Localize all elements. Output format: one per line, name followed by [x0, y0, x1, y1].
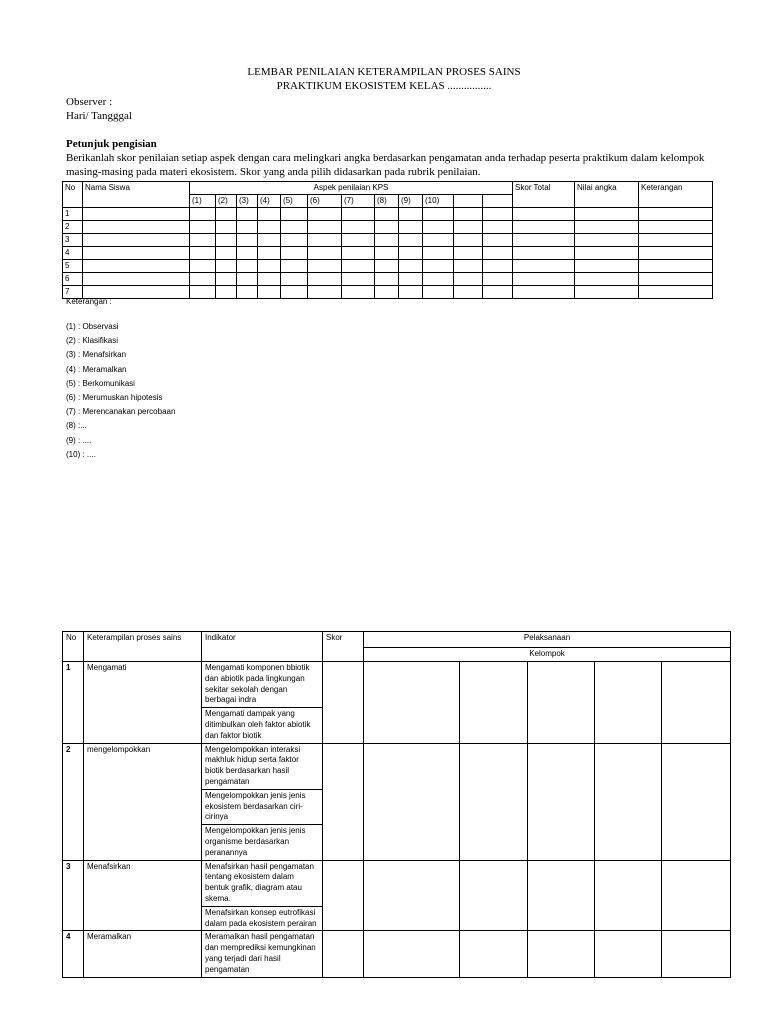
legend-item — [66, 391, 175, 405]
table-cell — [216, 247, 237, 260]
header-no: No — [63, 632, 84, 662]
table-cell — [575, 234, 639, 247]
indicator-text: Mengamati dampak yang ditimbulkan oleh faktor abiotik dan faktor biotik — [202, 708, 323, 743]
indicator-table — [62, 631, 731, 978]
table-cell — [423, 234, 454, 247]
table-cell — [375, 234, 399, 247]
table-cell — [483, 273, 513, 286]
table-cell — [216, 286, 237, 299]
table-cell — [423, 247, 454, 260]
table-cell — [454, 247, 483, 260]
table-cell — [342, 221, 375, 234]
header-score: Skor — [323, 632, 364, 662]
table-cell — [513, 221, 575, 234]
table-cell — [216, 221, 237, 234]
table-cell — [281, 247, 308, 260]
legend-text: : Menafsirkan — [78, 350, 127, 360]
group-cell — [364, 662, 460, 744]
legend-number: (7) — [66, 407, 76, 417]
table-cell — [375, 221, 399, 234]
table-cell — [639, 208, 713, 221]
indicator-text: Menafsirkan hasil pengamatan tentang ekosistem dalam bentuk grafik, diagram atau skema. — [202, 860, 323, 906]
aspect-column-header — [454, 195, 483, 208]
table-cell — [258, 234, 281, 247]
aspect-column-header: (7) — [342, 195, 375, 208]
skill-number: 4 — [63, 931, 84, 977]
date-label: Hari/ Tangggal — [66, 110, 132, 122]
table-cell — [454, 221, 483, 234]
legend-number: (4) — [66, 364, 76, 374]
legend-text: : Observasi — [78, 322, 119, 331]
table-cell — [216, 273, 237, 286]
group-cell — [460, 931, 528, 977]
group-cell — [662, 931, 731, 977]
header-skill: Keterampilan proses sains — [84, 632, 202, 662]
table-cell — [575, 221, 639, 234]
table-row — [63, 273, 713, 286]
table-row — [63, 260, 713, 273]
table-cell — [308, 221, 342, 234]
table-row — [63, 234, 713, 247]
table-cell — [423, 260, 454, 273]
table-cell — [237, 234, 258, 247]
table-cell — [237, 273, 258, 286]
legend-text: : Klasifikasi — [78, 336, 119, 346]
table-cell — [216, 208, 237, 221]
table-cell — [423, 208, 454, 221]
table-cell — [399, 247, 423, 260]
row-number: 3 — [63, 234, 83, 247]
table-cell — [575, 286, 639, 299]
group-cell — [528, 931, 595, 977]
table-header-row — [63, 182, 713, 195]
table-cell — [639, 234, 713, 247]
table-cell — [513, 234, 575, 247]
table-cell — [483, 286, 513, 299]
group-cell — [528, 743, 595, 860]
table-cell — [83, 260, 190, 273]
table-cell — [308, 260, 342, 273]
legend-number: (9) — [66, 435, 76, 445]
aspect-column-header: (4) — [258, 195, 281, 208]
table-cell — [399, 208, 423, 221]
group-cell — [460, 860, 528, 931]
table-cell — [258, 260, 281, 273]
table-cell — [575, 273, 639, 286]
table-cell — [83, 221, 190, 234]
legend-item — [66, 348, 175, 362]
table-cell — [216, 260, 237, 273]
skill-number: 2 — [63, 743, 84, 860]
indicator-text: Mengelompokkan interaksi makhluk hidup serta faktor biotik berdasarkan hasil pengamatan — [202, 743, 323, 789]
table-cell — [483, 221, 513, 234]
table-cell — [375, 208, 399, 221]
table-cell — [237, 286, 258, 299]
legend-item — [66, 334, 175, 348]
skill-number: 3 — [63, 860, 84, 931]
table-cell — [454, 234, 483, 247]
table-row — [63, 662, 731, 708]
skill-name: mengelompokkan — [84, 743, 202, 860]
table-cell — [83, 247, 190, 260]
table-cell — [258, 247, 281, 260]
table-cell — [483, 247, 513, 260]
table-cell — [237, 247, 258, 260]
table-cell — [258, 221, 281, 234]
header-no: No — [63, 182, 83, 208]
header-aspects: Aspek penilaian KPS — [190, 182, 513, 195]
table-cell — [483, 234, 513, 247]
table-cell — [308, 208, 342, 221]
table-row — [63, 221, 713, 234]
legend-number: (10) — [66, 449, 81, 459]
legend-number: (3) — [66, 350, 76, 360]
legend-item — [66, 434, 175, 448]
table-cell — [375, 286, 399, 299]
legend-item — [66, 363, 175, 377]
document-subtitle: PRAKTIKUM EKOSISTEM KELAS ................ — [276, 80, 492, 92]
legend-text: : .... — [82, 449, 96, 459]
table-cell — [308, 234, 342, 247]
table-row — [63, 286, 713, 299]
skill-name: Meramalkan — [84, 931, 202, 977]
legend-heading: Keterangan : — [66, 297, 112, 306]
table-cell — [342, 260, 375, 273]
table-cell — [639, 273, 713, 286]
table-cell — [190, 273, 216, 286]
table-cell — [639, 260, 713, 273]
table-cell — [258, 208, 281, 221]
header-student-name: Nama Siswa — [83, 182, 190, 208]
indicator-text: Mengelompokkan jenis jenis organisme berdasarkan peranannya — [202, 825, 323, 860]
table-cell — [639, 247, 713, 260]
instructions-text: Berikanlah skor penilaian setiap aspek dengan cara melingkari angka berdasarkan pengamatan anda terhadap peserta praktikum dalam kelompok masing-masing pada materi ekosistem. Skor yang anda pilih didasarkan pada rubrik penilaian. — [66, 152, 705, 178]
assessment-table — [62, 181, 713, 299]
skill-number: 1 — [63, 662, 84, 744]
aspect-column-header: (10) — [423, 195, 454, 208]
table-cell — [399, 273, 423, 286]
row-number: 6 — [63, 273, 83, 286]
table-cell — [281, 286, 308, 299]
table-row — [63, 743, 731, 789]
table-cell — [237, 221, 258, 234]
group-cell — [662, 743, 731, 860]
table-cell — [375, 273, 399, 286]
table-cell — [281, 260, 308, 273]
legend-list — [66, 320, 175, 462]
table-cell — [342, 273, 375, 286]
table-cell — [308, 273, 342, 286]
table-cell — [83, 273, 190, 286]
group-cell — [460, 662, 528, 744]
table-row — [63, 860, 731, 906]
table-cell — [513, 208, 575, 221]
table-cell — [190, 247, 216, 260]
indicator-text: Meramalkan hasil pengamatan dan memprediksi kemungkinan yang terjadi dari hasil pengamatan — [202, 931, 323, 977]
legend-text: : Meramalkan — [78, 364, 127, 374]
table-cell — [190, 260, 216, 273]
table-cell — [190, 221, 216, 234]
group-cell — [595, 662, 662, 744]
aspect-column-header: (6) — [308, 195, 342, 208]
row-number: 4 — [63, 247, 83, 260]
table-cell — [399, 221, 423, 234]
score-cell — [323, 662, 364, 744]
table-cell — [575, 260, 639, 273]
row-number: 5 — [63, 260, 83, 273]
table-cell — [342, 286, 375, 299]
row-number: 1 — [63, 208, 83, 221]
table-cell — [513, 247, 575, 260]
table-cell — [83, 234, 190, 247]
score-cell — [323, 931, 364, 977]
legend-number: (6) — [66, 393, 76, 403]
group-cell — [364, 860, 460, 931]
table-cell — [575, 247, 639, 260]
skill-name: Menafsirkan — [84, 860, 202, 931]
table-cell — [237, 260, 258, 273]
legend-item — [66, 320, 175, 334]
table-cell — [342, 247, 375, 260]
skill-name: Mengamati — [84, 662, 202, 744]
group-cell — [662, 662, 731, 744]
aspect-column-header: (9) — [399, 195, 423, 208]
table-cell — [308, 247, 342, 260]
table-cell — [190, 208, 216, 221]
table-row — [63, 247, 713, 260]
table-cell — [483, 260, 513, 273]
table-cell — [575, 208, 639, 221]
table-cell — [375, 247, 399, 260]
table-cell — [399, 234, 423, 247]
table-cell — [454, 208, 483, 221]
legend-text: :... — [78, 421, 87, 431]
header-group: Kelompok — [364, 648, 731, 662]
group-cell — [364, 931, 460, 977]
table-cell — [308, 286, 342, 299]
header-implementation: Pelaksanaan — [364, 632, 731, 648]
table-cell — [399, 286, 423, 299]
group-cell — [364, 743, 460, 860]
table-cell — [216, 234, 237, 247]
instructions-heading: Petunjuk pengisian — [66, 138, 157, 150]
table-cell — [281, 208, 308, 221]
indicator-text: Mengelompokkan jenis jenis ekosistem berdasarkan ciri-cirinya — [202, 789, 323, 824]
table-cell — [454, 260, 483, 273]
legend-item — [66, 448, 175, 462]
legend-text: : Merumuskan hipotesis — [78, 393, 163, 403]
table-cell — [483, 208, 513, 221]
table-cell — [423, 221, 454, 234]
group-cell — [595, 860, 662, 931]
table-cell — [281, 273, 308, 286]
group-cell — [528, 662, 595, 744]
table-cell — [342, 208, 375, 221]
legend-text: : Merencanakan percobaan — [78, 407, 176, 417]
table-cell — [190, 234, 216, 247]
table-cell — [258, 286, 281, 299]
score-cell — [323, 743, 364, 860]
legend-text: : .... — [78, 435, 92, 445]
table-cell — [513, 286, 575, 299]
row-number: 7 — [63, 286, 83, 299]
table-header-row — [63, 632, 731, 648]
table-cell — [281, 234, 308, 247]
observer-label: Observer : — [66, 96, 113, 108]
table-cell — [513, 260, 575, 273]
table-cell — [423, 273, 454, 286]
aspect-column-header: (3) — [237, 195, 258, 208]
group-cell — [528, 860, 595, 931]
aspect-column-header — [483, 195, 513, 208]
table-cell — [454, 286, 483, 299]
aspect-column-header: (1) — [190, 195, 216, 208]
legend-number: (2) — [66, 336, 76, 346]
legend-number: (1) — [66, 322, 76, 331]
table-cell — [399, 260, 423, 273]
legend-number: (5) — [66, 378, 76, 388]
table-cell — [639, 221, 713, 234]
group-cell — [460, 743, 528, 860]
legend-text: : Berkomunikasi — [78, 378, 135, 388]
table-cell — [423, 286, 454, 299]
table-cell — [258, 273, 281, 286]
table-cell — [190, 286, 216, 299]
aspect-column-header: (5) — [281, 195, 308, 208]
score-cell — [323, 860, 364, 931]
legend-item — [66, 419, 175, 433]
table-cell — [639, 286, 713, 299]
legend-number: (8) — [66, 421, 76, 431]
table-cell — [281, 221, 308, 234]
group-cell — [595, 743, 662, 860]
indicator-text: Mengamati komponen bbiotik dan abiotik pada lingkungan sekitar sekolah dengan berbagai indra — [202, 662, 323, 708]
table-cell — [342, 234, 375, 247]
header-remarks: Keterangan — [639, 182, 713, 208]
row-number: 2 — [63, 221, 83, 234]
legend-item — [66, 377, 175, 391]
document-title: LEMBAR PENILAIAN KETERAMPILAN PROSES SAINS — [247, 66, 521, 78]
table-row — [63, 931, 731, 977]
aspect-column-header: (2) — [216, 195, 237, 208]
table-row — [63, 208, 713, 221]
group-cell — [595, 931, 662, 977]
table-cell — [83, 208, 190, 221]
table-cell — [237, 208, 258, 221]
indicator-text: Menafsirkan konsep eutrofikasi dalam pada ekosistem perairan — [202, 906, 323, 931]
aspect-column-header: (8) — [375, 195, 399, 208]
header-grade: Nilai angka — [575, 182, 639, 208]
header-total-score: Skor Total — [513, 182, 575, 208]
table-cell — [454, 273, 483, 286]
table-cell — [375, 260, 399, 273]
legend-item — [66, 405, 175, 419]
table-cell — [513, 273, 575, 286]
group-cell — [662, 860, 731, 931]
header-indicator: Indikator — [202, 632, 323, 662]
